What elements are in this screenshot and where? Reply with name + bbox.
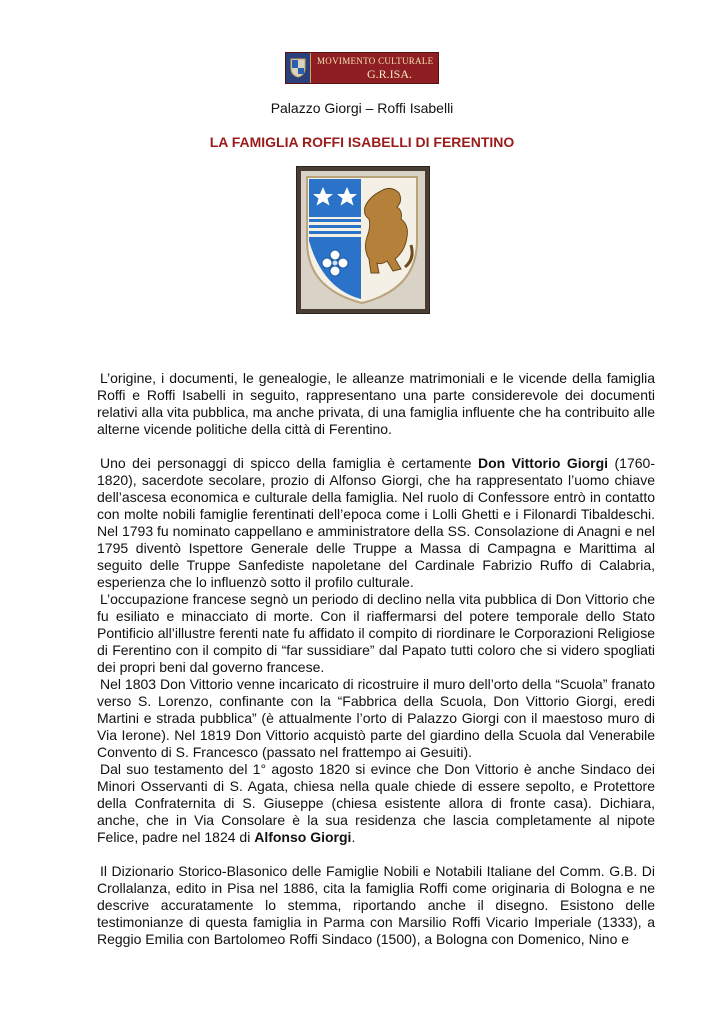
logo-crest-icon bbox=[286, 53, 311, 83]
logo-line-2: G.R.ISA. bbox=[367, 66, 413, 81]
paragraph-dizionario bbox=[97, 863, 655, 948]
name-don-vittorio-giorgi: Don Vittorio Giorgi bbox=[477, 455, 609, 471]
paragraph-testament bbox=[97, 761, 655, 846]
paragraph-don-vittorio bbox=[97, 455, 655, 591]
coat-of-arms-image bbox=[296, 166, 430, 314]
page-subtitle: Palazzo Giorgi – Roffi Isabelli bbox=[270, 100, 454, 116]
paragraph-french-occupation-text: L’occupazione francese segnò un periodo di declino nella vita pubblica di Don Vittorio che fu esiliato e minacciato di morte. Con il riaffermarsi del potere temporale dello Stato Pontificio all’illustre ferenti nate fu affidato il compito di riordinare le Corporazioni Religiose di Ferentino con il compito di “far sussidiare” dal Papato tutti coloro che si videro spogliati dei propri beni dal governo francese. bbox=[97, 591, 655, 675]
page-title: LA FAMIGLIA ROFFI ISABELLI DI FERENTINO bbox=[209, 134, 515, 150]
paragraph-dizionario-text: Il Dizionario Storico-Blasonico delle Famiglie Nobili e Notabili Italiane del Comm. G.B. Di Crollalanza, edito in Pisa nel 1886, cita la famiglia Roffi come originaria di Bologna e ne descrive accuratamente lo stemma, riportando anche il disegno. Esistono delle testimonianze di questa famiglia in Parma con Marsilio Roffi Vicario Imperiale (1333), a Reggio Emilia con Bartolomeo Roffi Sindaco (1500), a Bologna con Domenico, Nino e bbox=[97, 863, 655, 947]
name-alfonso-giorgi: Alfonso Giorgi bbox=[254, 829, 352, 845]
logo-line-1: MOVIMENTO CULTURALE bbox=[317, 55, 434, 66]
body-text bbox=[97, 370, 655, 948]
paragraph-origin bbox=[97, 370, 655, 438]
paragraph-origin-text: L’origine, i documenti, le genealogie, le alleanze matrimoniali e le vicende della famiglia Roffi e Roffi Isabelli in seguito, rappresentano una parte considerevole dei documenti relativi alla vita pubblica, ma anche privata, di una famiglia influente che ha contribuito alle alterne vicende politiche della città di Ferentino. bbox=[97, 370, 655, 437]
paragraph-don-vittorio-text-1: Uno dei personaggi di spicco della famiglia è certamente bbox=[100, 455, 478, 471]
paragraph-1803 bbox=[97, 676, 655, 761]
paragraph-french-occupation bbox=[97, 591, 655, 676]
grisa-logo bbox=[286, 53, 438, 83]
shield-icon bbox=[301, 171, 423, 307]
paragraph-testament-text-2: . bbox=[351, 829, 356, 845]
paragraph-testament-text-1: Dal suo testamento del 1° agosto 1820 si evince che Don Vittorio è anche Sindaco dei Minori Osservanti di S. Agata, chiesa nella quale chiede di essere sepolto, e Protettore della Confraternita di S. Giuseppe (chiesa esistente allora di fronte casa). Dichiara, anche, che in Via Consolare è la sua residenza che lascia completamente al nipote Felice, padre nel 1824 di bbox=[97, 761, 655, 845]
paragraph-1803-text: Nel 1803 Don Vittorio venne incaricato di ricostruire il muro dell’orto della “Scuola” franato verso S. Lorenzo, confinante con la “Fabbrica della Scuola, Don Vittorio Giorgi, eredi Martini e strada pubblica” (è attualmente l’orto di Palazzo Giorgi con il maestoso muro di Via Ierone). Nel 1819 Don Vittorio acquistò parte del giardino della Scuola dal Venerabile Convento di S. Francesco (passato nel frattempo ai Gesuiti). bbox=[97, 676, 655, 760]
paragraph-don-vittorio-text-2: (1760-1820), sacerdote secolare, prozio di Alfonso Giorgi, che ha rappresentato l’uomo chiave dell’ascesa economica e culturale della famiglia. Nel ruolo di Confessore entrò in contatto con molte nobili famiglie ferentinati dell’epoca come i Lolli Ghetti e i Filonardi Tibaldeschi. Nel 1793 fu nominato cappellano e amministratore della SS. Consolazione di Anagni e nel 1795 diventò Ispettore Generale delle Truppe a Massa di Campagna e Marittima al seguito delle Truppe Sanfediste napoletane del Cardinale Fabrizio Ruffo di Calabria, esperienza che lo influenzò sotto il profilo culturale. bbox=[97, 455, 655, 590]
